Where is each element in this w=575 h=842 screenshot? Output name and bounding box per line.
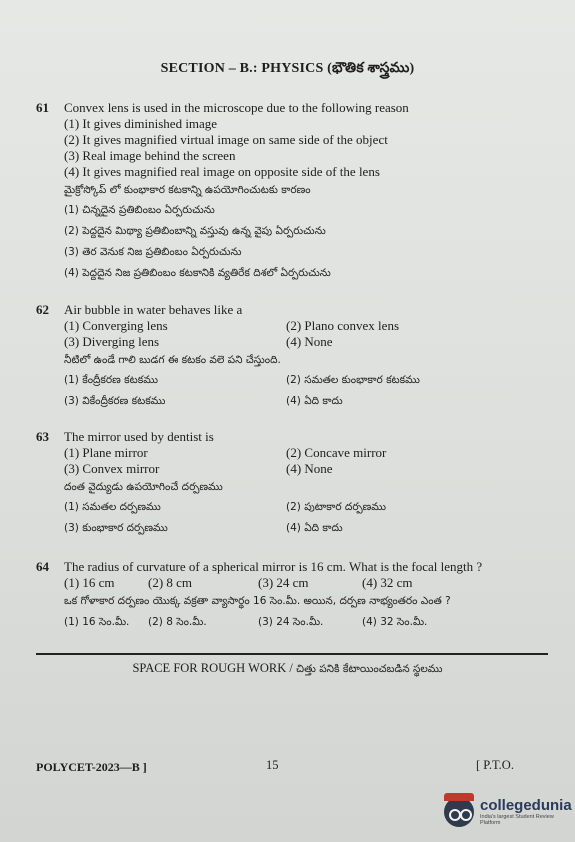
telugu-option: (4) 32 సెం.మీ. xyxy=(362,616,428,628)
graduation-cap-icon xyxy=(444,793,474,801)
option: (2) It gives magnified virtual image on same side of the object xyxy=(64,132,388,147)
section-heading: SECTION – B.: PHYSICS (భౌతిక శాస్త్రము) xyxy=(160,61,415,76)
question-63 xyxy=(36,429,536,539)
rough-work-label xyxy=(0,661,575,678)
student-glasses-icon xyxy=(444,797,474,827)
question-stem: Convex lens is used in the microscope due to the following reason xyxy=(64,100,409,115)
option: (3) Diverging lens xyxy=(64,334,160,349)
telugu-option: (3) తెర వెనుక నిజ ప్రతిబింబం ఏర్పరుచును xyxy=(64,246,242,258)
telugu-option: (3) వికేంద్రీకరణ కటకము xyxy=(64,395,166,407)
telugu-option: (2) సమతల కుంభాకార కటకము xyxy=(286,374,420,386)
question-64 xyxy=(36,559,536,633)
telugu-option: (2) 8 సెం.మీ. xyxy=(148,616,207,628)
logo-name: collegedunia xyxy=(480,797,572,814)
telugu-option: (1) కేంద్రీకరణ కటకము xyxy=(64,374,158,386)
telugu-option: (1) 16 సెం.మీ. xyxy=(64,616,130,628)
question-number: 62 xyxy=(36,302,49,317)
option: (4) It gives magnified real image on opposite side of the lens xyxy=(64,164,380,179)
question-stem: The mirror used by dentist is xyxy=(64,429,214,444)
option: (3) Real image behind the screen xyxy=(64,148,236,163)
pto-label: [ P.T.O. xyxy=(476,758,514,772)
telugu-stem: దంత వైద్యుడు ఉపయోగించే దర్పణము xyxy=(64,481,223,493)
question-number: 64 xyxy=(36,559,49,574)
telugu-option: (4) ఏది కాదు xyxy=(286,522,343,534)
option: (1) It gives diminished image xyxy=(64,116,218,131)
option: (1) Converging lens xyxy=(64,318,168,333)
logo-tagline: India's largest Student Review Platform xyxy=(480,814,554,826)
telugu-option: (3) 24 సెం.మీ. xyxy=(258,616,324,628)
telugu-stem: నీటిలో ఉండే గాలి బుడగ ఈ కటకం వలె పని చేస్తుంది. xyxy=(64,354,281,366)
divider-rule xyxy=(36,653,548,655)
question-stem: The radius of curvature of a spherical mirror is 16 cm. What is the focal length ? xyxy=(64,559,483,574)
telugu-option: (2) పుటాకార దర్పణము xyxy=(286,501,387,513)
question-stem: Air bubble in water behaves like a xyxy=(64,302,243,317)
option: (3) Convex mirror xyxy=(64,461,160,476)
telugu-option: (1) సమతల దర్పణము xyxy=(64,501,161,513)
telugu-option: (4) ఏది కాదు xyxy=(286,395,343,407)
option: (4) 32 cm xyxy=(362,575,413,590)
telugu-option: (3) కుంభాకార దర్పణము xyxy=(64,522,168,534)
option: (2) 8 cm xyxy=(148,575,193,590)
option: (2) Concave mirror xyxy=(286,445,387,460)
option: (2) Plano convex lens xyxy=(286,318,400,333)
telugu-stem: ఒక గోళాకార దర్పణం యొక్క వక్రతా వ్యాసార్థం 16 సెం.మీ. అయిన, దర్పణ నాభ్యంతరం ఎంత ? xyxy=(64,595,451,607)
question-62 xyxy=(36,302,536,412)
collegedunia-logo xyxy=(444,794,572,830)
telugu-option: (1) చిన్నదైన ప్రతిబింబం ఏర్పరుచును xyxy=(64,204,215,216)
option: (1) Plane mirror xyxy=(64,445,148,460)
question-61 xyxy=(36,100,536,284)
option: (4) None xyxy=(286,461,333,476)
question-number: 63 xyxy=(36,429,49,444)
exam-code: POLYCET-2023—B ] xyxy=(36,760,147,774)
telugu-stem: మైక్రోస్కోప్ లో కుంభాకార కటకాన్ని ఉపయోగించుటకు కారణం xyxy=(64,184,311,196)
rough-work-english: SPACE FOR ROUGH WORK / xyxy=(132,661,293,675)
telugu-option: (2) పెద్దదైన మిథ్యా ప్రతిబింబాన్ని వస్తువు ఉన్న వైపు ఏర్పరుచును xyxy=(64,225,326,237)
telugu-option: (4) పెద్దదైన నిజ ప్రతిబింబం కటకానికి వ్యతిరేక దిశలో ఏర్పరుచును xyxy=(64,267,331,279)
rough-work-telugu: చిత్తు పనికి కేటాయించబడిన స్థలము xyxy=(296,663,443,675)
question-number: 61 xyxy=(36,100,49,115)
option: (4) None xyxy=(286,334,333,349)
option: (1) 16 cm xyxy=(64,575,115,590)
page-number: 15 xyxy=(266,758,279,772)
option: (3) 24 cm xyxy=(258,575,309,590)
